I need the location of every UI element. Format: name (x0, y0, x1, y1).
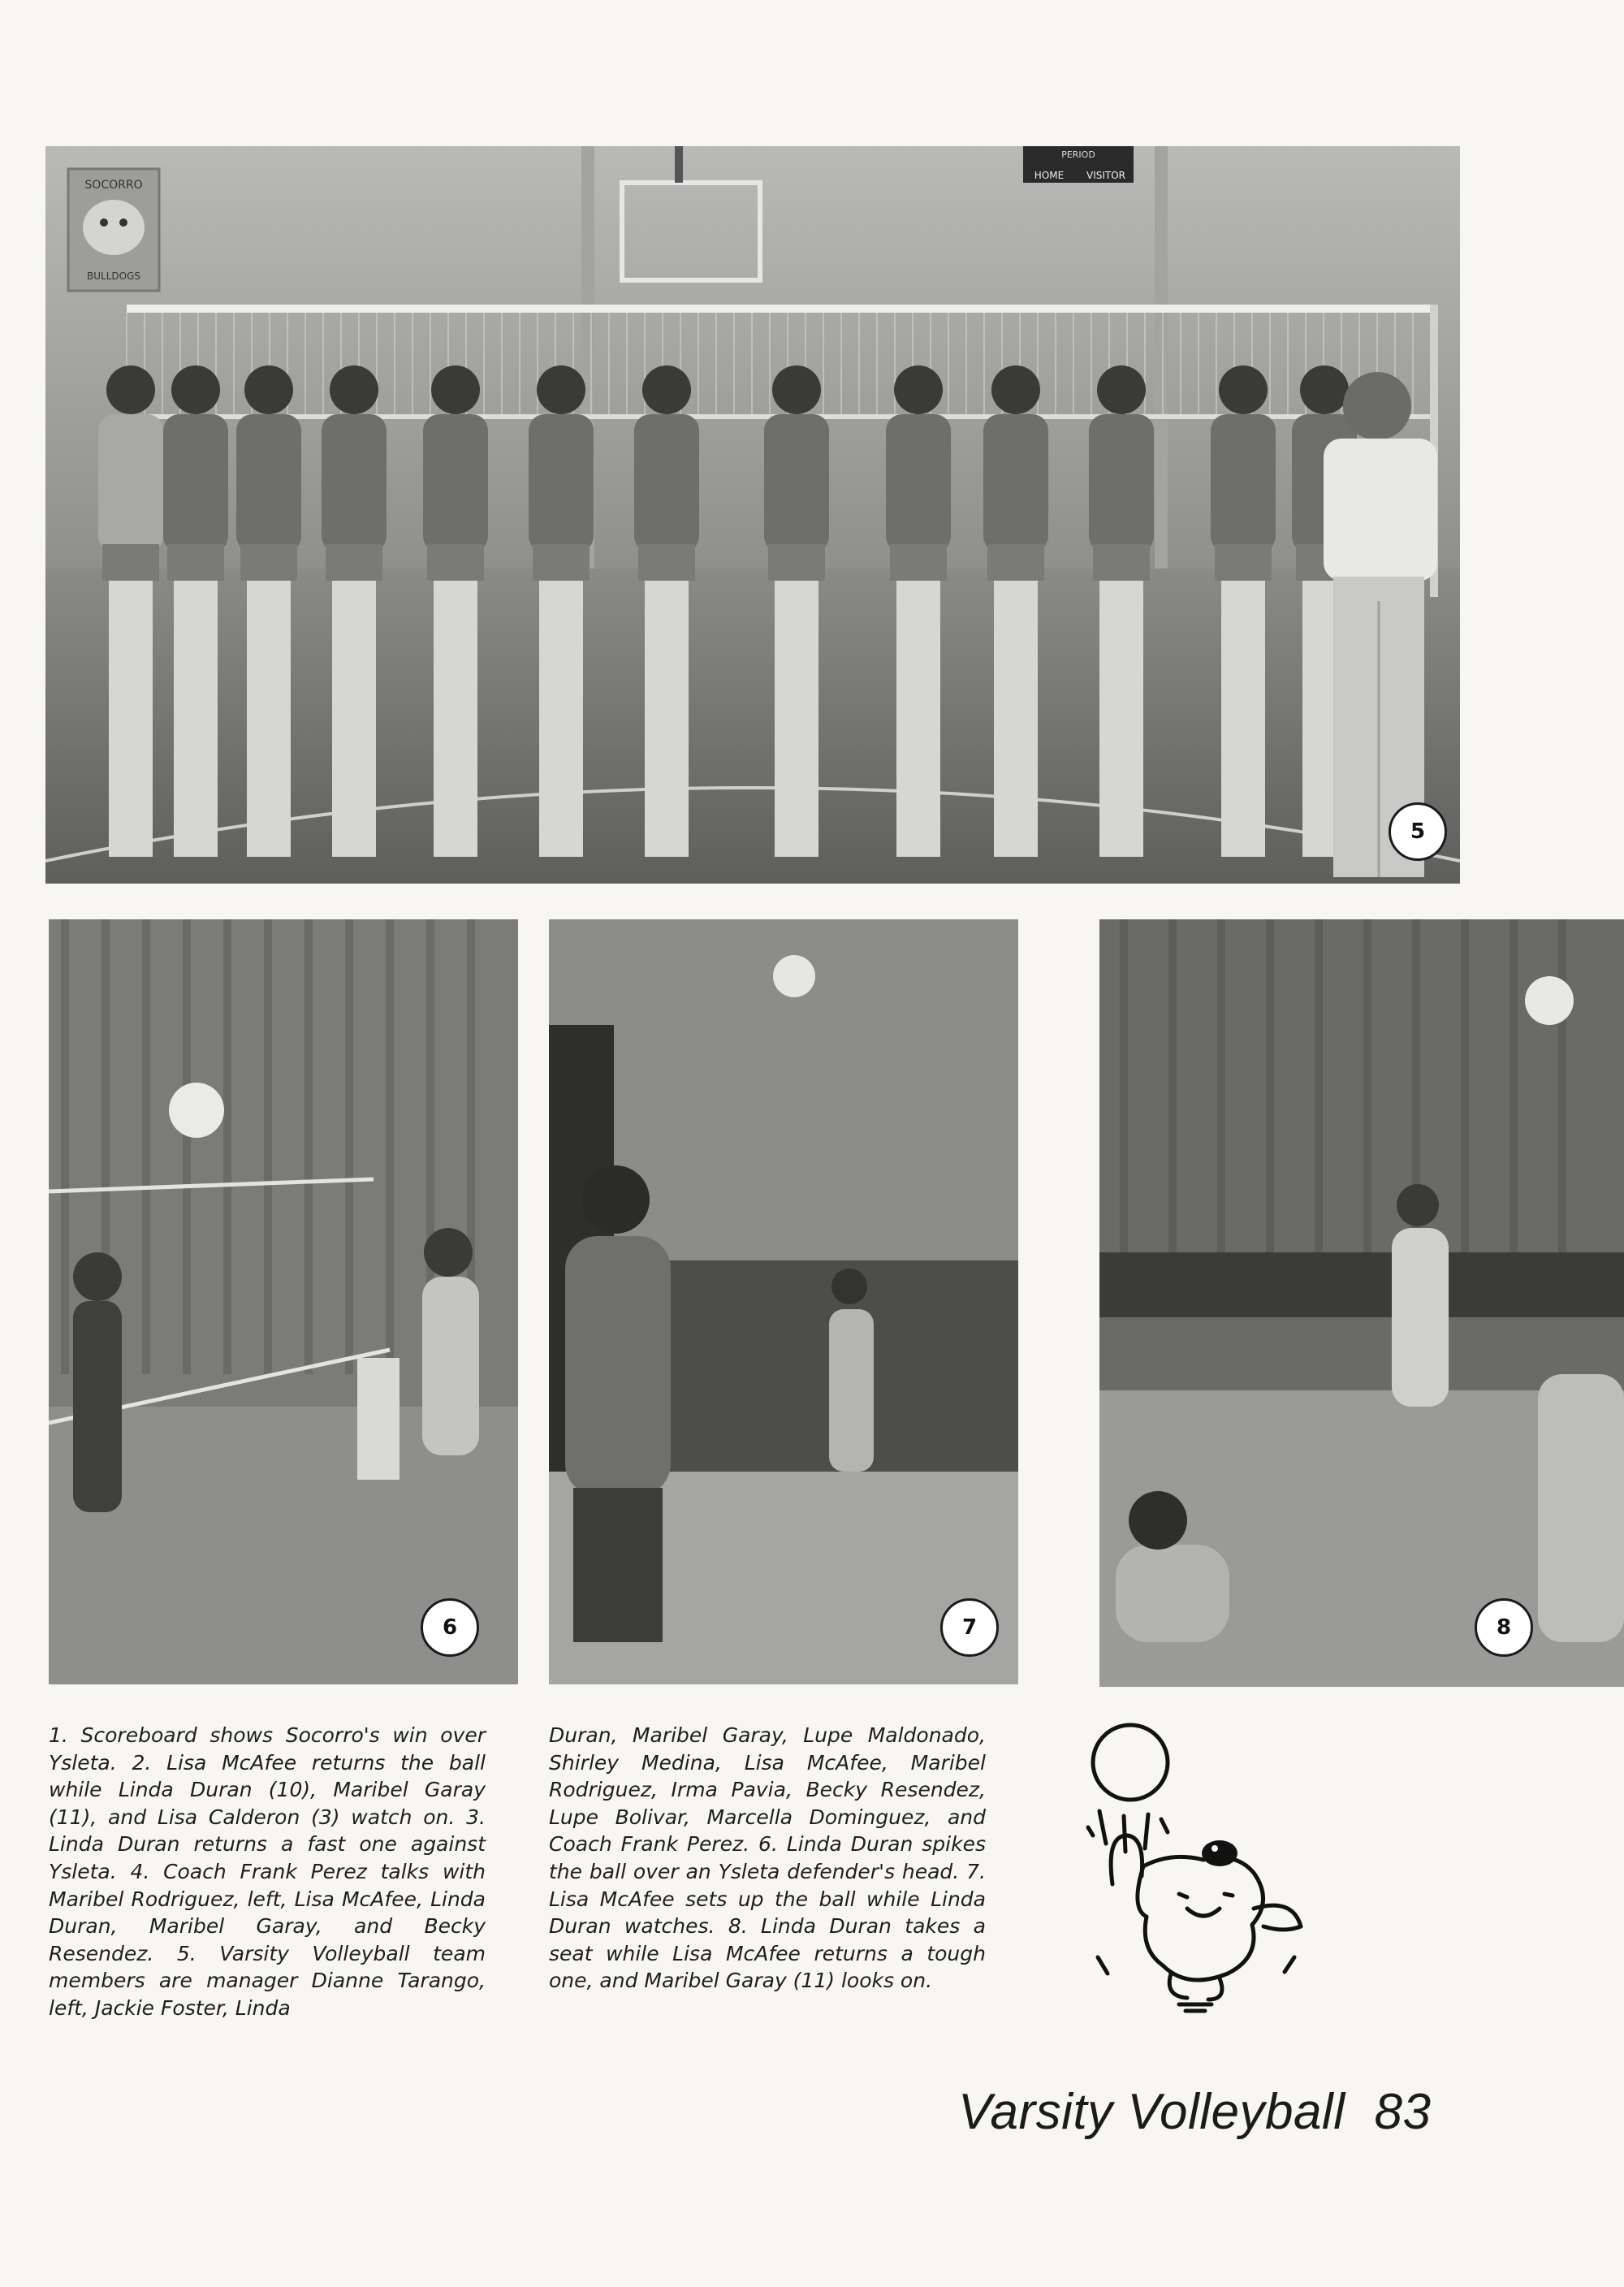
photo-caption-right (549, 1722, 986, 1995)
caption-text: 1. Scoreboard shows Socorro's win over Ysleta. 2. Lisa McAfee returns the ball while Linda Duran (10), Maribel Garay (11), and Lisa Calderon (3) watch on. 3. Linda Duran returns a fast one against Ysleta. 4. Coach Frank Perez talks with Maribel Rodriguez, left, Lisa McAfee, Linda Duran, Maribel Garay, and Becky Resendez. 5. Varsity Volleyball team members are manager Dianne Tarango, left, Jackie Foster, Linda (49, 1723, 486, 2020)
page-footer (958, 2083, 1431, 2141)
photo-number-badge: 7 (940, 1598, 999, 1657)
socorro-sign (68, 169, 159, 291)
coach-figure (1324, 372, 1437, 877)
volleyball (1525, 976, 1574, 1025)
svg-text:HOME: HOME (1034, 170, 1065, 181)
seat-photo (1099, 919, 1624, 1687)
photo-number-badge: 8 (1475, 1598, 1533, 1657)
bulldog-mascot-drawing (1065, 1714, 1358, 2014)
ball-drawing (1093, 1725, 1168, 1800)
spike-photo-scene (49, 919, 518, 1684)
caption-text: Duran, Maribel Garay, Lupe Maldonado, Shirley Medina, Lisa McAfee, Maribel Rodriguez, Irma Pavia, Becky Resendez, Lupe Bolivar, Marcella Dominguez, and Coach Frank Perez. 6. Linda Duran spikes the ball over an Ysleta defender's head. 7. Lisa McAfee sets up the ball while Linda Duran watches. 8. Linda Duran takes a seat while Lisa McAfee returns a tough one, and Maribel Garay (11) looks on. (549, 1723, 986, 1993)
scoreboard (1023, 146, 1134, 183)
page-number: 83 (1374, 2084, 1432, 2140)
svg-text:BULLDOGS: BULLDOGS (87, 270, 140, 282)
svg-text:VISITOR: VISITOR (1086, 170, 1126, 181)
volleyball (773, 955, 815, 997)
svg-text:SOCORRO: SOCORRO (84, 179, 143, 192)
photo-caption-left (49, 1722, 486, 2022)
photo-number-badge: 5 (1389, 802, 1447, 861)
team-photo (45, 146, 1460, 884)
set-photo-scene (549, 919, 1018, 1684)
section-title: Varsity Volleyball (958, 2084, 1345, 2140)
seat-photo-scene (1099, 919, 1624, 1687)
spike-photo (49, 919, 518, 1684)
svg-text:PERIOD: PERIOD (1061, 149, 1095, 160)
team-photo-scene (45, 146, 1460, 884)
volleyball (169, 1083, 224, 1138)
photo-number-badge: 6 (421, 1598, 479, 1657)
set-photo (549, 919, 1018, 1684)
